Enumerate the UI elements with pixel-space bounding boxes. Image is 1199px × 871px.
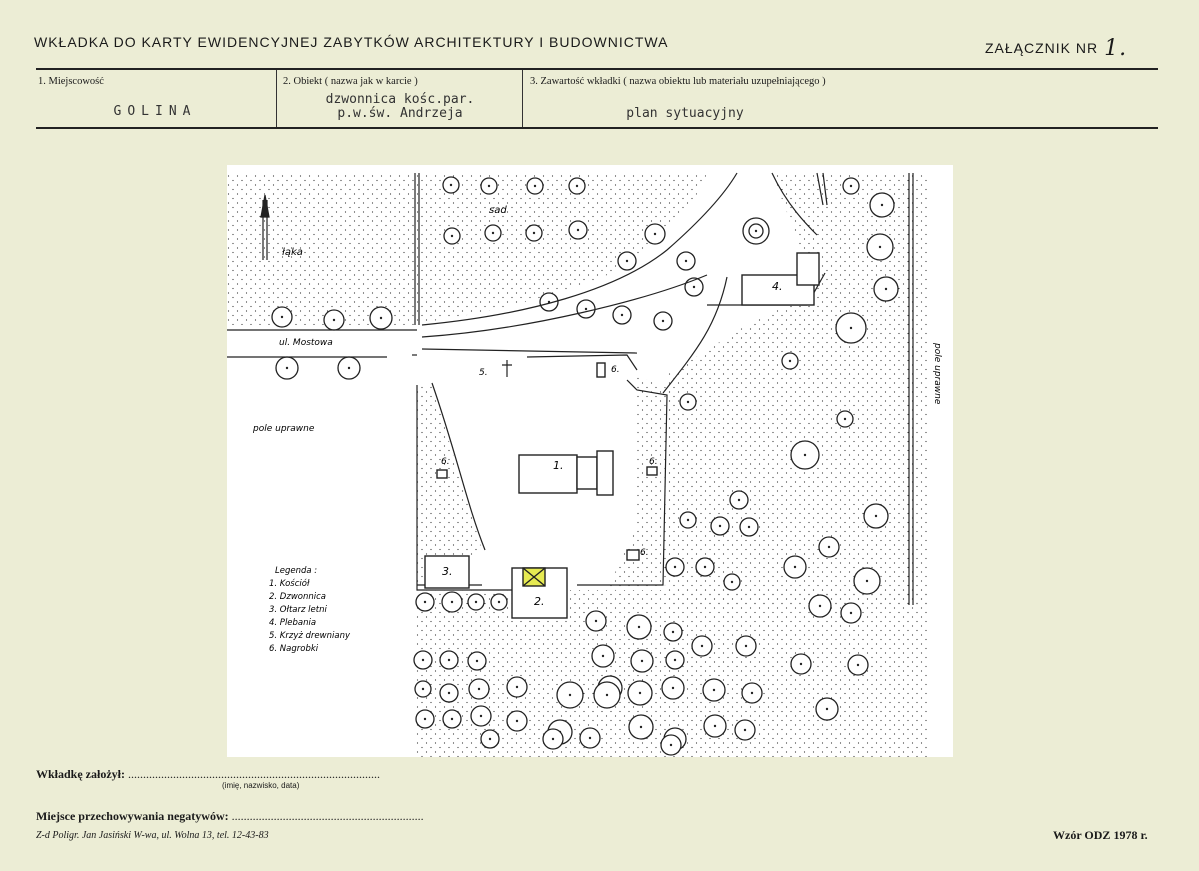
church-chancel (577, 457, 597, 489)
founder-label: Wkładkę założył: (36, 767, 125, 781)
tree-trunk (687, 401, 689, 403)
tree-trunk (422, 659, 424, 661)
field-separator-2 (522, 70, 523, 127)
tomb-icon (437, 470, 447, 478)
top-rule (36, 68, 1158, 70)
tree-trunk (738, 499, 740, 501)
tree-trunk (672, 631, 674, 633)
tree-trunk (850, 185, 852, 187)
annex-label-text: ZAŁĄCZNIK NR (985, 40, 1099, 56)
tree-trunk (626, 260, 628, 262)
tree-trunk (448, 659, 450, 661)
tree-trunk (281, 316, 283, 318)
locality-value: GOLINA (113, 104, 197, 119)
tree-trunk (533, 232, 535, 234)
tree-trunk (731, 581, 733, 583)
founder-row (36, 767, 380, 782)
tree-trunk (640, 726, 642, 728)
tree-trunk (478, 688, 480, 690)
tree-trunk (448, 692, 450, 694)
legend (269, 566, 351, 654)
annex-label (985, 34, 1127, 59)
tree-trunk (286, 367, 288, 369)
tree-trunk (826, 708, 828, 710)
label-tomb-b: 6. (441, 457, 450, 467)
label-belfry: 2. (534, 595, 545, 608)
tree-trunk (662, 320, 664, 322)
stipple-area (227, 173, 417, 325)
site-plan-drawing (227, 165, 953, 757)
site-plan (227, 165, 953, 757)
legend-item: 5. Krzyż drewniany (269, 631, 350, 641)
tree-trunk (569, 694, 571, 696)
locality-label: 1. Miejscowość (38, 76, 104, 87)
tree-trunk (498, 601, 500, 603)
legend-item: 6. Nagrobki (269, 644, 319, 654)
tree-trunk (476, 660, 478, 662)
object-value-line2: p.w.św. Andrzeja (337, 106, 463, 121)
storage-field: ................................................................ (231, 809, 424, 823)
content-label: 3. Zawartość wkładki ( nazwa obiektu lub materiału uzupełniającego ) (530, 76, 826, 87)
tree-trunk (789, 360, 791, 362)
tree-trunk (879, 246, 881, 248)
tree-trunk (576, 185, 578, 187)
label-orchard: sad (489, 205, 507, 216)
tree-trunk (844, 418, 846, 420)
founder-field: .................................................................................... (128, 767, 380, 781)
pattern-label: Wzór ODZ 1978 r. (1053, 828, 1148, 842)
tree-trunk (713, 689, 715, 691)
tree-trunk (693, 286, 695, 288)
content-value: plan sytuacyjny (626, 106, 744, 121)
tree-trunk (654, 233, 656, 235)
tree-trunk (685, 260, 687, 262)
tree-trunk (850, 327, 852, 329)
label-street: ul. Mostowa (279, 338, 333, 348)
tree-trunk (670, 744, 672, 746)
tree-trunk (534, 185, 536, 187)
label-field-right: pole uprawne (932, 343, 942, 405)
cross-icon (502, 360, 512, 377)
label-meadow: łąka (282, 247, 303, 258)
church-nave (519, 455, 577, 493)
tree-trunk (674, 566, 676, 568)
tree-trunk (451, 235, 453, 237)
tree-trunk (475, 601, 477, 603)
tree-trunk (489, 738, 491, 740)
tree-trunk (480, 715, 482, 717)
tree-trunk (606, 694, 608, 696)
form-title: WKŁADKA DO KARTY EWIDENCYJNEJ ZABYTKÓW ARCHITEKTURY I BUDOWNICTWA (34, 34, 669, 50)
tree-trunk (488, 185, 490, 187)
tree-trunk (719, 525, 721, 527)
label-tomb-d: 6. (640, 548, 649, 558)
tree-trunk (621, 314, 623, 316)
plan-line (422, 349, 637, 353)
label-field-left: pole uprawne (253, 424, 315, 434)
object-value-line1: dzwonnica kośc.par. (325, 92, 475, 107)
tree-trunk (828, 546, 830, 548)
legend-item: 3. Ołtarz letni (269, 605, 327, 615)
tree-trunk (585, 308, 587, 310)
stipple-area (415, 385, 482, 585)
tree-trunk (451, 601, 453, 603)
tree-trunk (751, 692, 753, 694)
tree-trunk (516, 720, 518, 722)
tree-trunk (380, 317, 382, 319)
tree-trunk (885, 288, 887, 290)
tree-trunk (748, 526, 750, 528)
tree-trunk (755, 230, 757, 232)
label-tomb-a: 6. (611, 365, 620, 375)
legend-item: 1. Kościół (269, 579, 310, 589)
tree-trunk (672, 687, 674, 689)
tree-trunk (589, 737, 591, 739)
tomb-icon (647, 467, 657, 475)
tree-trunk (577, 229, 579, 231)
tree-trunk (552, 738, 554, 740)
tree-trunk (875, 515, 877, 517)
tree-trunk (687, 519, 689, 521)
tree-trunk (516, 686, 518, 688)
field-separator-1 (276, 70, 277, 127)
tree-trunk (595, 620, 597, 622)
tree-trunk (800, 663, 802, 665)
tree-trunk (451, 718, 453, 720)
tree-trunk (701, 645, 703, 647)
tree-trunk (424, 601, 426, 603)
label-cross: 5. (479, 368, 488, 378)
tree-trunk (857, 664, 859, 666)
object-label: 2. Obiekt ( nazwa jak w karcie ) (283, 76, 418, 87)
tree-trunk (881, 204, 883, 206)
stipple-area (417, 173, 707, 323)
legend-item: 2. Dzwonnica (269, 592, 326, 602)
tree-trunk (744, 729, 746, 731)
tree-trunk (714, 725, 716, 727)
label-rectory: 4. (772, 280, 783, 293)
tree-trunk (639, 692, 641, 694)
tree-trunk (602, 655, 604, 657)
tree-trunk (819, 605, 821, 607)
bottom-rule (36, 127, 1158, 129)
tree-trunk (348, 367, 350, 369)
label-tomb-c: 6. (649, 457, 658, 467)
tree-trunk (424, 718, 426, 720)
legend-title: Legenda : (275, 566, 318, 576)
label-altar: 3. (442, 565, 453, 578)
tree-trunk (638, 626, 640, 628)
tree-trunk (794, 566, 796, 568)
tree-trunk (704, 566, 706, 568)
tomb-icon (627, 550, 639, 560)
printer-imprint: Z-d Poligr. Jan Jasiński W-wa, ul. Wolna 13, tel. 12-43-83 (36, 830, 269, 841)
founder-hint: (imię, nazwisko, data) (222, 781, 300, 790)
storage-label: Miejsce przechowywania negatywów: (36, 809, 229, 823)
tree-trunk (804, 454, 806, 456)
tomb-icon (597, 363, 605, 377)
tree-trunk (745, 645, 747, 647)
tree-trunk (333, 319, 335, 321)
storage-row (36, 809, 424, 824)
tree-trunk (492, 232, 494, 234)
tree-trunk (866, 580, 868, 582)
tree-trunk (674, 659, 676, 661)
tree-trunk (450, 184, 452, 186)
church-apse (597, 451, 613, 495)
rectory-wing (797, 253, 819, 285)
tree-trunk (850, 612, 852, 614)
plan-line (527, 355, 637, 370)
label-church: 1. (553, 459, 564, 472)
tree-trunk (422, 688, 424, 690)
annex-number: 1. (1104, 36, 1128, 61)
legend-item: 4. Plebania (269, 618, 317, 628)
tree-trunk (641, 660, 643, 662)
